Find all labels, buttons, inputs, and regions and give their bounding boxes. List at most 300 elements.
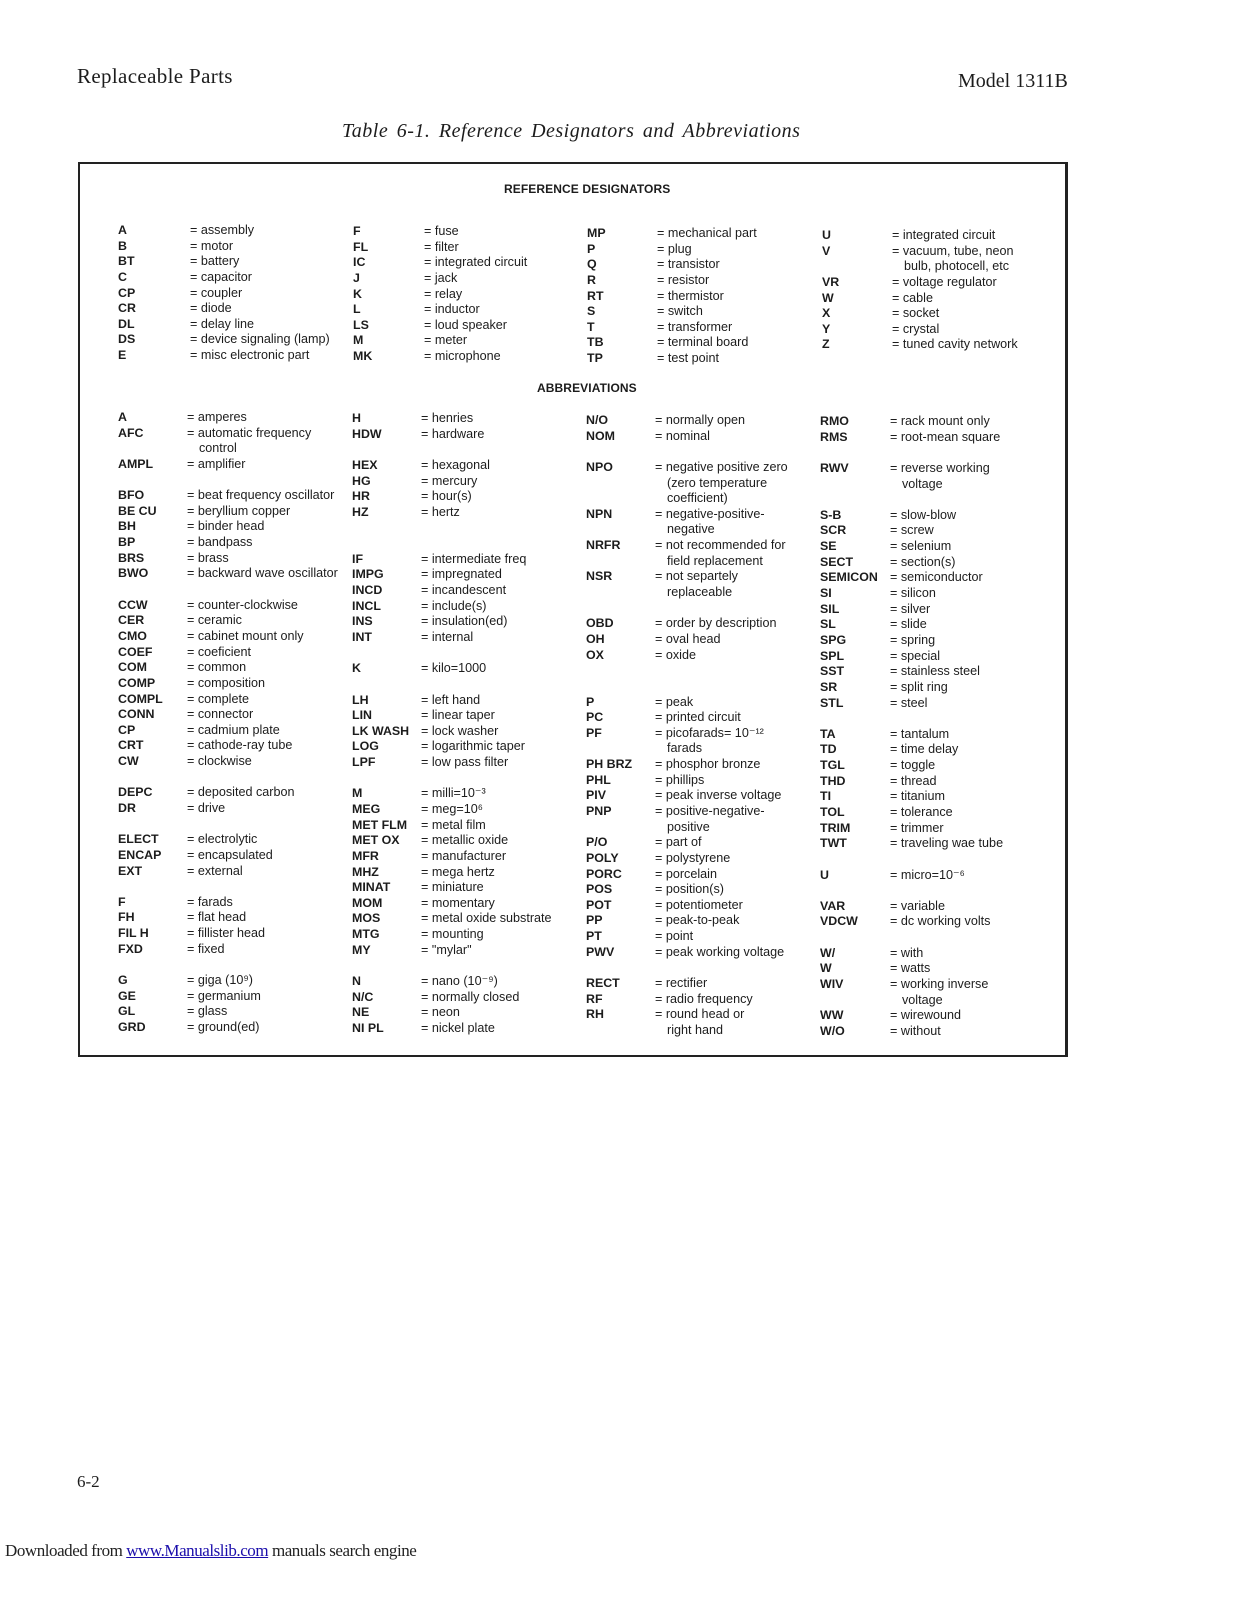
table-row <box>118 895 348 911</box>
entry-code: S <box>587 304 596 319</box>
entry-definition: = fixed <box>187 941 225 956</box>
entry-code: MET OX <box>352 833 400 848</box>
entry-code: INCL <box>352 598 381 613</box>
entry-definition: = peak working voltage <box>655 944 785 959</box>
entry-definition: = normally closed <box>421 989 520 1004</box>
download-prefix: Downloaded from <box>5 1541 123 1560</box>
entry-definition: = motor <box>190 238 234 253</box>
entry-definition: = coupler <box>190 285 243 300</box>
table-row <box>822 228 1052 244</box>
entry-definition: = jack <box>424 270 458 285</box>
entry-definition: = mounting <box>421 927 484 942</box>
entry-code: GE <box>118 988 136 1003</box>
entry-code: HR <box>352 489 370 504</box>
entry-definition: = automatic frequency <box>187 425 312 440</box>
table-row <box>587 335 817 351</box>
table-row <box>820 774 1050 790</box>
table-row <box>586 788 816 804</box>
entry-definition: = filter <box>424 239 459 254</box>
table-row <box>820 914 1050 930</box>
entry-definition: = part of <box>655 835 702 850</box>
entry-definition: = hertz <box>421 504 460 519</box>
table-row <box>586 429 816 445</box>
table-row <box>118 613 348 629</box>
entry-definition: = terminal board <box>657 335 749 350</box>
table-row <box>118 832 348 848</box>
entry-code: N <box>352 974 361 989</box>
entry-code: H <box>352 411 361 425</box>
entry-definition: = point <box>655 929 694 944</box>
table-row <box>118 754 348 770</box>
entry-definition: = capacitor <box>190 269 252 284</box>
entry-definition: = nickel plate <box>421 1020 495 1035</box>
table-row <box>586 945 816 961</box>
entry-definition: = transistor <box>657 257 720 272</box>
table-row <box>352 990 582 1006</box>
entry-definition-continuation: control <box>199 441 237 456</box>
entry-definition: = misc electronic part <box>190 348 310 363</box>
table-row <box>118 989 348 1005</box>
entry-definition: = include(s) <box>421 598 487 613</box>
entry-code: TA <box>820 726 836 741</box>
table-row <box>586 632 816 648</box>
table-row <box>352 552 582 568</box>
table-row <box>352 724 582 740</box>
abbreviations-column-3 <box>586 413 816 1053</box>
entry-code: CP <box>118 285 136 300</box>
entry-code: CMO <box>118 628 147 643</box>
table-row <box>353 240 583 256</box>
table-row <box>820 460 1050 491</box>
entry-code: SL <box>820 617 836 632</box>
table-row <box>352 474 582 490</box>
table-row <box>118 504 348 520</box>
table-row <box>352 489 582 505</box>
entry-definition: = cable <box>892 290 933 305</box>
table-row <box>118 223 348 239</box>
entry-code: OX <box>586 647 604 662</box>
entry-code: RT <box>587 288 604 303</box>
table-row <box>586 1007 816 1037</box>
entry-code: OBD <box>586 616 614 631</box>
manualslib-link[interactable]: www.Manualslib.com <box>126 1541 269 1560</box>
entry-definition: = cabinet mount only <box>187 628 304 643</box>
table-row <box>118 660 348 676</box>
entry-definition: = slow-blow <box>890 507 957 522</box>
table-row <box>118 425 348 456</box>
entry-definition: = negative-positive- <box>655 506 765 521</box>
entry-code: INS <box>352 614 373 629</box>
table-row <box>822 306 1052 322</box>
table-row <box>352 755 582 771</box>
table-row <box>820 805 1050 821</box>
entry-definition: = fillister head <box>187 926 266 941</box>
entry-code: SEMICON <box>820 570 878 585</box>
table-row <box>118 629 348 645</box>
entry-code: SECT <box>820 554 854 569</box>
entry-code: Y <box>822 321 831 336</box>
entry-definition: = switch <box>657 304 703 319</box>
entry-definition: = polystyrene <box>655 850 731 865</box>
table-row <box>352 786 582 802</box>
entry-code: DL <box>118 316 135 331</box>
download-suffix: manuals search engine <box>271 1541 417 1560</box>
table-row <box>586 851 816 867</box>
table-row <box>352 818 582 834</box>
entry-definition: = internal <box>421 629 474 644</box>
table-row <box>822 322 1052 338</box>
entry-code: NE <box>352 1005 370 1020</box>
entry-code: X <box>822 306 831 321</box>
table-row <box>118 519 348 535</box>
table-row <box>820 617 1050 633</box>
table-row <box>820 430 1050 446</box>
table-row <box>352 833 582 849</box>
table-row <box>118 410 348 426</box>
table-row <box>352 630 582 646</box>
entry-code: PC <box>586 710 604 725</box>
entry-definition: = binder head <box>187 519 265 534</box>
table-row <box>586 538 816 568</box>
table-row <box>352 661 582 677</box>
entry-code: F <box>353 224 361 238</box>
entry-definition: = plug <box>657 241 692 256</box>
entry-code: SI <box>820 586 832 601</box>
entry-definition: = "mylar" <box>421 942 472 957</box>
abbreviations-column-4 <box>820 414 1050 1054</box>
entry-definition: = rack mount only <box>890 414 990 428</box>
entry-definition: = radio frequency <box>655 991 753 1006</box>
entry-code: SPL <box>820 648 845 663</box>
entry-definition: = loud speaker <box>424 317 507 332</box>
entry-code: MOS <box>352 911 381 926</box>
entry-code: RMS <box>820 429 848 444</box>
table-row <box>820 1008 1050 1024</box>
entry-definition: = cathode-ray tube <box>187 738 293 753</box>
entry-code: DR <box>118 801 136 815</box>
entry-definition: = meter <box>424 333 468 348</box>
entry-code: MINAT <box>352 880 391 895</box>
entry-code: EXT <box>118 863 143 878</box>
table-row <box>820 961 1050 977</box>
table-row <box>820 523 1050 539</box>
entry-code: PORC <box>586 866 622 881</box>
abbreviations-column-2 <box>352 411 582 1051</box>
table-row <box>118 738 348 754</box>
entry-definition: = metal film <box>421 817 486 832</box>
table-row <box>820 508 1050 524</box>
entry-code: INCD <box>352 583 383 598</box>
entry-definition: = round head or <box>655 1007 745 1022</box>
table-row <box>353 255 583 271</box>
table-row <box>820 570 1050 586</box>
table-row <box>586 616 816 632</box>
entry-code: TP <box>587 351 603 366</box>
entry-definition: = integrated circuit <box>424 255 528 270</box>
table-row <box>820 946 1050 962</box>
entry-code: LIN <box>352 708 372 723</box>
table-row <box>118 488 348 504</box>
entry-code: U <box>822 228 831 242</box>
table-row <box>820 664 1050 680</box>
entry-definition: = external <box>187 863 243 878</box>
table-row <box>820 1024 1050 1040</box>
entry-code: BP <box>118 535 136 550</box>
entry-code: SR <box>820 679 838 694</box>
table-row <box>586 929 816 945</box>
table-row <box>352 567 582 583</box>
entry-code: SE <box>820 539 837 554</box>
entry-definition: = section(s) <box>890 554 956 569</box>
entry-code: FL <box>353 239 369 254</box>
entry-definition: = positive-negative- <box>655 804 765 818</box>
table-row <box>586 459 816 506</box>
entry-definition: = neon <box>421 1005 460 1020</box>
entry-code: STL <box>820 695 844 710</box>
entry-definition: = variable <box>890 898 945 913</box>
entry-code: SCR <box>820 523 847 538</box>
entry-definition: = silicon <box>890 586 936 601</box>
entry-code: BT <box>118 254 135 269</box>
entry-definition: = hexagonal <box>421 457 490 472</box>
table-row <box>820 680 1050 696</box>
entry-code: IMPG <box>352 567 384 582</box>
table-row <box>587 273 817 289</box>
entry-code: NOM <box>586 428 615 443</box>
table-row <box>586 804 816 834</box>
table-row <box>586 773 816 789</box>
table-row <box>822 275 1052 291</box>
entry-code: K <box>353 286 362 301</box>
table-row <box>352 739 582 755</box>
entry-definition: = delay line <box>190 316 255 331</box>
entry-definition: = not separtely <box>655 569 738 584</box>
entry-definition: = thread <box>890 773 937 788</box>
table-row <box>118 270 348 286</box>
table-row <box>820 649 1050 665</box>
table-row <box>352 1005 582 1021</box>
table-row <box>820 821 1050 837</box>
entry-code: F <box>118 894 126 909</box>
entry-code: RWV <box>820 460 849 475</box>
table-row <box>353 333 583 349</box>
entry-code: BRS <box>118 550 145 565</box>
table-row <box>586 569 816 600</box>
entry-code: NI PL <box>352 1020 384 1035</box>
table-row <box>587 257 817 273</box>
entry-code: BE CU <box>118 503 157 518</box>
entry-definition: = crystal <box>892 321 940 336</box>
entry-definition: = relay <box>424 286 463 301</box>
entry-code: P/O <box>586 835 608 850</box>
entry-definition: = with <box>890 945 924 960</box>
entry-definition: = split ring <box>890 679 948 694</box>
table-row <box>118 598 348 614</box>
entry-definition: = not recommended for <box>655 538 786 553</box>
section-title: Replaceable Parts <box>77 64 233 88</box>
entry-definition: = linear taper <box>421 708 495 723</box>
entry-definition: = metal oxide substrate <box>421 911 552 926</box>
entry-code: L <box>353 302 361 317</box>
entry-definition: = trimmer <box>890 820 944 835</box>
table-row <box>352 943 582 959</box>
table-row <box>587 351 817 367</box>
entry-definition: = ground(ed) <box>187 1019 260 1034</box>
entry-code: CCW <box>118 597 148 612</box>
entry-code: V <box>822 243 831 258</box>
entry-code: MHZ <box>352 864 379 879</box>
entry-code: OH <box>586 631 605 646</box>
entry-definition: = amplifier <box>187 456 246 471</box>
entry-definition: = spring <box>890 632 936 647</box>
entry-code: W <box>820 961 832 976</box>
entry-definition: = incandescent <box>421 583 507 598</box>
table-row <box>353 271 583 287</box>
entry-definition: = microphone <box>424 349 501 364</box>
entry-code: M <box>352 786 363 801</box>
table-row <box>586 835 816 851</box>
table-row <box>586 648 816 664</box>
entry-definition: = porcelain <box>655 866 717 881</box>
entry-definition: = germanium <box>187 988 261 1003</box>
entry-code: PWV <box>586 944 615 959</box>
entry-code: A <box>118 410 127 424</box>
entry-code: LK WASH <box>352 723 410 738</box>
entry-definition-continuation: bulb, photocell, etc <box>904 259 1010 274</box>
entry-code: T <box>587 319 595 334</box>
table-row <box>118 1020 348 1036</box>
reference-designators-heading: REFERENCE DESIGNATORS <box>504 182 671 196</box>
entry-code: WW <box>820 1008 844 1023</box>
entry-code: U <box>820 867 829 882</box>
entry-definition-continuation: replaceable <box>667 585 733 600</box>
table-row <box>352 865 582 881</box>
entry-code: LPF <box>352 755 376 770</box>
entry-code: G <box>118 973 128 988</box>
entry-definition: = integrated circuit <box>892 228 996 242</box>
table-row <box>118 785 348 801</box>
entry-code: W/O <box>820 1023 845 1038</box>
entry-code: FIL H <box>118 926 149 941</box>
entry-definition: = ceramic <box>187 613 242 628</box>
entry-definition: = transformer <box>657 319 733 334</box>
entry-code: NPN <box>586 506 613 521</box>
entry-definition: = drive <box>187 801 226 815</box>
entry-definition: = connector <box>187 707 254 722</box>
entry-definition: = kilo=1000 <box>421 661 487 676</box>
table-row <box>352 427 582 443</box>
entry-definition: = time delay <box>890 742 959 757</box>
table-row <box>820 789 1050 805</box>
entry-code: BH <box>118 519 136 534</box>
table-row <box>352 896 582 912</box>
entry-definition: = normally open <box>655 413 745 427</box>
table-row <box>820 899 1050 915</box>
table-row <box>586 976 816 992</box>
entry-code: PNP <box>586 804 612 818</box>
table-row <box>352 849 582 865</box>
entry-code: BFO <box>118 488 145 503</box>
entry-definition-continuation: right hand <box>667 1022 724 1037</box>
entry-code: POLY <box>586 850 619 865</box>
entry-code: PH BRZ <box>586 757 633 772</box>
table-row <box>586 992 816 1008</box>
entry-definition: = hardware <box>421 426 485 441</box>
entry-code: HDW <box>352 426 382 441</box>
table-row <box>586 725 816 756</box>
model-number: Model 1311B <box>958 70 1068 92</box>
entry-definition: = cadmium plate <box>187 722 280 737</box>
table-row <box>587 226 817 242</box>
table-row <box>118 332 348 348</box>
entry-code: MFR <box>352 848 379 863</box>
entry-code: M <box>353 333 364 348</box>
entry-definition: = special <box>890 648 941 663</box>
entry-definition: = amperes <box>187 410 247 424</box>
entry-definition: = peak inverse voltage <box>655 788 782 803</box>
entry-definition: = socket <box>892 306 940 321</box>
entry-definition-continuation: positive <box>667 819 710 834</box>
table-row <box>587 242 817 258</box>
entry-code: TRIM <box>820 820 851 835</box>
entry-definition: = milli=10⁻³ <box>421 786 486 801</box>
table-row <box>822 243 1052 274</box>
table-row <box>820 602 1050 618</box>
table-row <box>352 599 582 615</box>
table-row <box>118 942 348 958</box>
table-row <box>820 977 1050 1007</box>
entry-definition: = tolerance <box>890 805 953 819</box>
entry-code: FH <box>118 910 135 925</box>
entry-definition: = reverse working <box>890 460 990 475</box>
entry-code: RH <box>586 1007 604 1022</box>
table-row <box>820 696 1050 712</box>
abbreviations-heading: ABBREVIATIONS <box>537 381 637 395</box>
table-title: Table 6-1. Reference Designators and Abbreviations <box>342 120 801 142</box>
table-row <box>820 836 1050 852</box>
entry-code: COM <box>118 660 147 675</box>
table-row <box>587 289 817 305</box>
table-row <box>118 348 348 364</box>
table-row <box>820 868 1050 884</box>
entry-definition: = phillips <box>655 772 705 787</box>
entry-code: SIL <box>820 601 840 616</box>
entry-code: RF <box>586 991 603 1006</box>
entry-code: VDCW <box>820 914 858 929</box>
entry-code: P <box>586 694 595 709</box>
entry-definition: = flat head <box>187 910 247 925</box>
entry-definition: = insulation(ed) <box>421 614 508 629</box>
entry-code: COEF <box>118 644 153 659</box>
entry-code: DEPC <box>118 785 153 800</box>
table-row <box>586 898 816 914</box>
entry-definition: = electrolytic <box>187 832 258 847</box>
entry-definition: = voltage regulator <box>892 274 997 289</box>
entry-definition: = traveling wae tube <box>890 836 1004 851</box>
table-row <box>118 723 348 739</box>
entry-definition-continuation: farads <box>667 741 703 756</box>
entry-code: SST <box>820 664 845 679</box>
entry-code: MTG <box>352 927 380 942</box>
entry-code: MY <box>352 942 371 957</box>
entry-code: P <box>587 241 596 256</box>
table-row <box>586 913 816 929</box>
entry-code: J <box>353 270 360 285</box>
table-row <box>353 349 583 365</box>
entry-code: ELECT <box>118 832 159 847</box>
table-row <box>820 742 1050 758</box>
entry-code: AMPL <box>118 456 154 471</box>
